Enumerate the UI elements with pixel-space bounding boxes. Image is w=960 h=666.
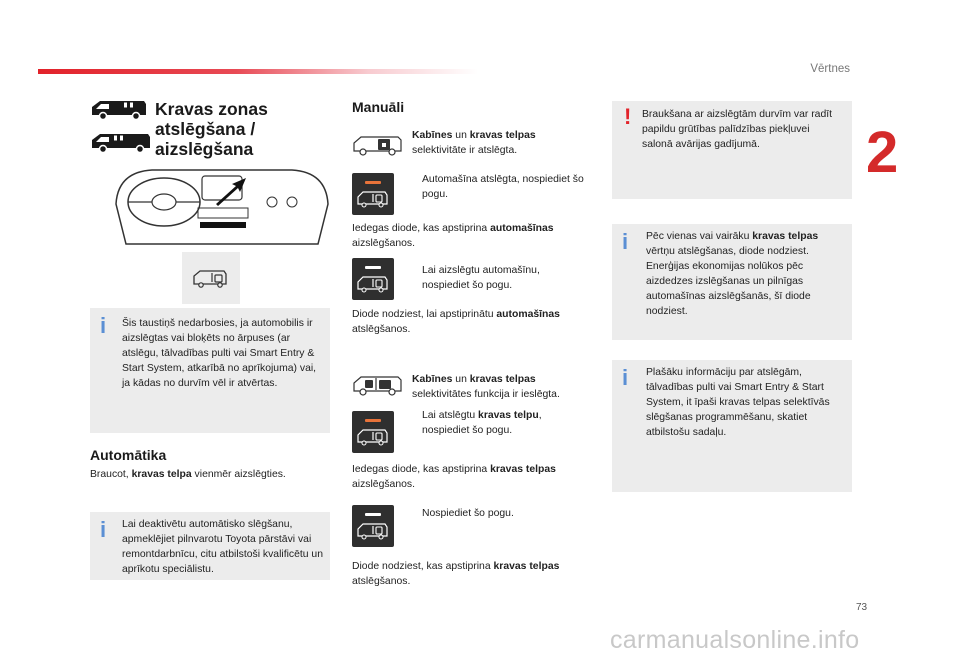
automatic-heading: Automātika bbox=[90, 447, 167, 463]
warning-box bbox=[612, 101, 852, 199]
button-closeup bbox=[182, 252, 240, 304]
b1-mid: un bbox=[452, 130, 470, 141]
b2-rest: selektivitātes funkcija ir ieslēgta. bbox=[412, 389, 560, 400]
d2-pre: Diode nodziest, lai apstiprinātu bbox=[352, 309, 497, 320]
info-text: Šis taustiņš nedarbosies, ja automobilis ir aizslēgtas vai bloķēts no ārpuses (ar atslēgu, tālvadības pulti vai Smart Entry & Start System, atkarībā no aprīkojuma) vai, ja kādas no durvīm vēl ir atvērtas. bbox=[122, 318, 317, 389]
van-selective-lock-icon bbox=[352, 373, 404, 397]
info-icon: i bbox=[622, 365, 629, 390]
led-indicator bbox=[365, 181, 381, 184]
info-icon: i bbox=[100, 517, 107, 542]
d1-pre: Iedegas diode, kas apstiprina bbox=[352, 223, 491, 234]
info1-pre: Pēc vienas vai vairāku bbox=[646, 231, 753, 242]
page-number: 73 bbox=[856, 602, 868, 613]
s3-line2: nospiediet šo pogu. bbox=[422, 425, 513, 436]
b1-bold1: Kabīnes bbox=[412, 130, 453, 141]
led-off-note-2 bbox=[352, 559, 592, 589]
step-2 bbox=[408, 263, 590, 293]
lock-button-orange-led[interactable] bbox=[352, 173, 394, 215]
header-accent-bar bbox=[38, 69, 478, 74]
warning-icon: ! bbox=[624, 104, 632, 129]
info-box-more-info bbox=[612, 360, 852, 492]
info1-post: vērtņu atslēgšanas, diode nodziest. Enerģijas ekonomijas nolūkos pēc aizdedzes izslēgšanas un pilnīgas automašīnas aizslēgšanās, šī diode nodziest. bbox=[646, 246, 811, 317]
d1-post: aizslēgšanos. bbox=[352, 238, 415, 249]
info-box-button-inactive bbox=[90, 308, 330, 433]
b2-bold1: Kabīnes bbox=[412, 374, 453, 385]
van-long-icon bbox=[90, 131, 152, 153]
manual-heading: Manuāli bbox=[352, 99, 405, 115]
s3-pre: Lai atslēgtu bbox=[422, 410, 479, 421]
d4-post: atslēgšanos. bbox=[352, 576, 411, 587]
automatic-text bbox=[90, 467, 330, 482]
selectivity-on-text bbox=[412, 372, 592, 402]
s3-post: , bbox=[538, 410, 542, 421]
auto-post: vienmēr aizslēgties. bbox=[191, 469, 286, 480]
d3-bold: kravas telpas bbox=[490, 464, 556, 475]
step-1 bbox=[408, 172, 590, 202]
info1-bold: kravas telpas bbox=[752, 231, 819, 242]
dashboard-illustration bbox=[112, 164, 332, 246]
lock-button-white-led[interactable] bbox=[352, 258, 394, 300]
van-lock-outline-icon bbox=[352, 133, 404, 157]
led-off-note-1 bbox=[352, 307, 592, 337]
d3-post: aizslēgšanos. bbox=[352, 479, 415, 490]
cargo-button-white-led[interactable] bbox=[352, 505, 394, 547]
d1-bold: automašīnas bbox=[490, 223, 554, 234]
led-on-note-1 bbox=[352, 221, 592, 251]
chapter-number: 2 bbox=[866, 120, 899, 185]
b2-bold2: kravas telpas bbox=[469, 374, 536, 385]
info-icon: i bbox=[100, 313, 107, 338]
cargo-lock-icon bbox=[356, 189, 390, 209]
page-title bbox=[155, 99, 315, 159]
title-line-2: atslēgšana / bbox=[155, 119, 256, 139]
info-text bbox=[646, 229, 844, 319]
led-indicator bbox=[365, 266, 381, 269]
s3-bold: kravas telpu bbox=[478, 410, 539, 421]
led-on-note-2 bbox=[352, 462, 592, 492]
info-icon: i bbox=[622, 229, 629, 254]
title-line-3: aizslēgšana bbox=[155, 139, 254, 159]
d4-pre: Diode nodziest, kas apstiprina bbox=[352, 561, 494, 572]
cargo-lock-icon bbox=[356, 427, 390, 447]
watermark: carmanualsonline.info bbox=[610, 626, 860, 654]
selectivity-off-text bbox=[412, 128, 592, 158]
auto-pre: Braucot, bbox=[90, 469, 132, 480]
info-box-deactivate bbox=[90, 512, 330, 580]
step-1-text: Automašīna atslēgta, nospiediet šo pogu. bbox=[422, 174, 584, 200]
cargo-button-orange-led[interactable] bbox=[352, 411, 394, 453]
step-4 bbox=[408, 506, 590, 521]
d4-bold: kravas telpas bbox=[493, 561, 560, 572]
cargo-lock-icon bbox=[356, 274, 390, 294]
b2-mid: un bbox=[452, 374, 470, 385]
step-3 bbox=[408, 408, 590, 438]
warning-text: Braukšana ar aizslēgtām durvīm var radīt papildu grūtības palīdzības piekļuvei salonā avārijas gadījumā. bbox=[642, 109, 832, 150]
cargo-lock-icon bbox=[192, 268, 230, 288]
info-box-led-economy bbox=[612, 224, 852, 340]
title-line-1: Kravas zonas bbox=[155, 99, 268, 119]
d3-pre: Iedegas diode, kas apstiprina bbox=[352, 464, 491, 475]
info-text: Lai deaktivētu automātisko slēgšanu, apmeklējiet pilnvarotu Toyota pārstāvi vai remontdarbnīcu, citu atbilstoši kvalificētu un aprīkotu speciālistu. bbox=[122, 519, 323, 575]
step-4-text: Nospiediet šo pogu. bbox=[422, 508, 514, 519]
auto-bold: kravas telpa bbox=[131, 469, 192, 480]
b1-bold2: kravas telpas bbox=[469, 130, 536, 141]
b1-rest: selektivitāte ir atslēgta. bbox=[412, 145, 518, 156]
led-indicator bbox=[365, 513, 381, 516]
led-indicator bbox=[365, 419, 381, 422]
info-text: Plašāku informāciju par atslēgām, tālvadības pulti vai Smart Entry & Start System, it īpaši kravas telpas selektīvās slēgšanas programmēšanu, skatiet atbilstošu sadaļu. bbox=[646, 367, 830, 438]
d2-bold: automašīnas bbox=[496, 309, 560, 320]
cargo-lock-icon bbox=[356, 521, 390, 541]
van-short-icon bbox=[90, 98, 148, 120]
step-2-text: Lai aizslēgtu automašīnu, nospiediet šo pogu. bbox=[422, 265, 540, 291]
d2-post: atslēgšanos. bbox=[352, 324, 411, 335]
section-title: Vērtnes bbox=[810, 63, 850, 75]
